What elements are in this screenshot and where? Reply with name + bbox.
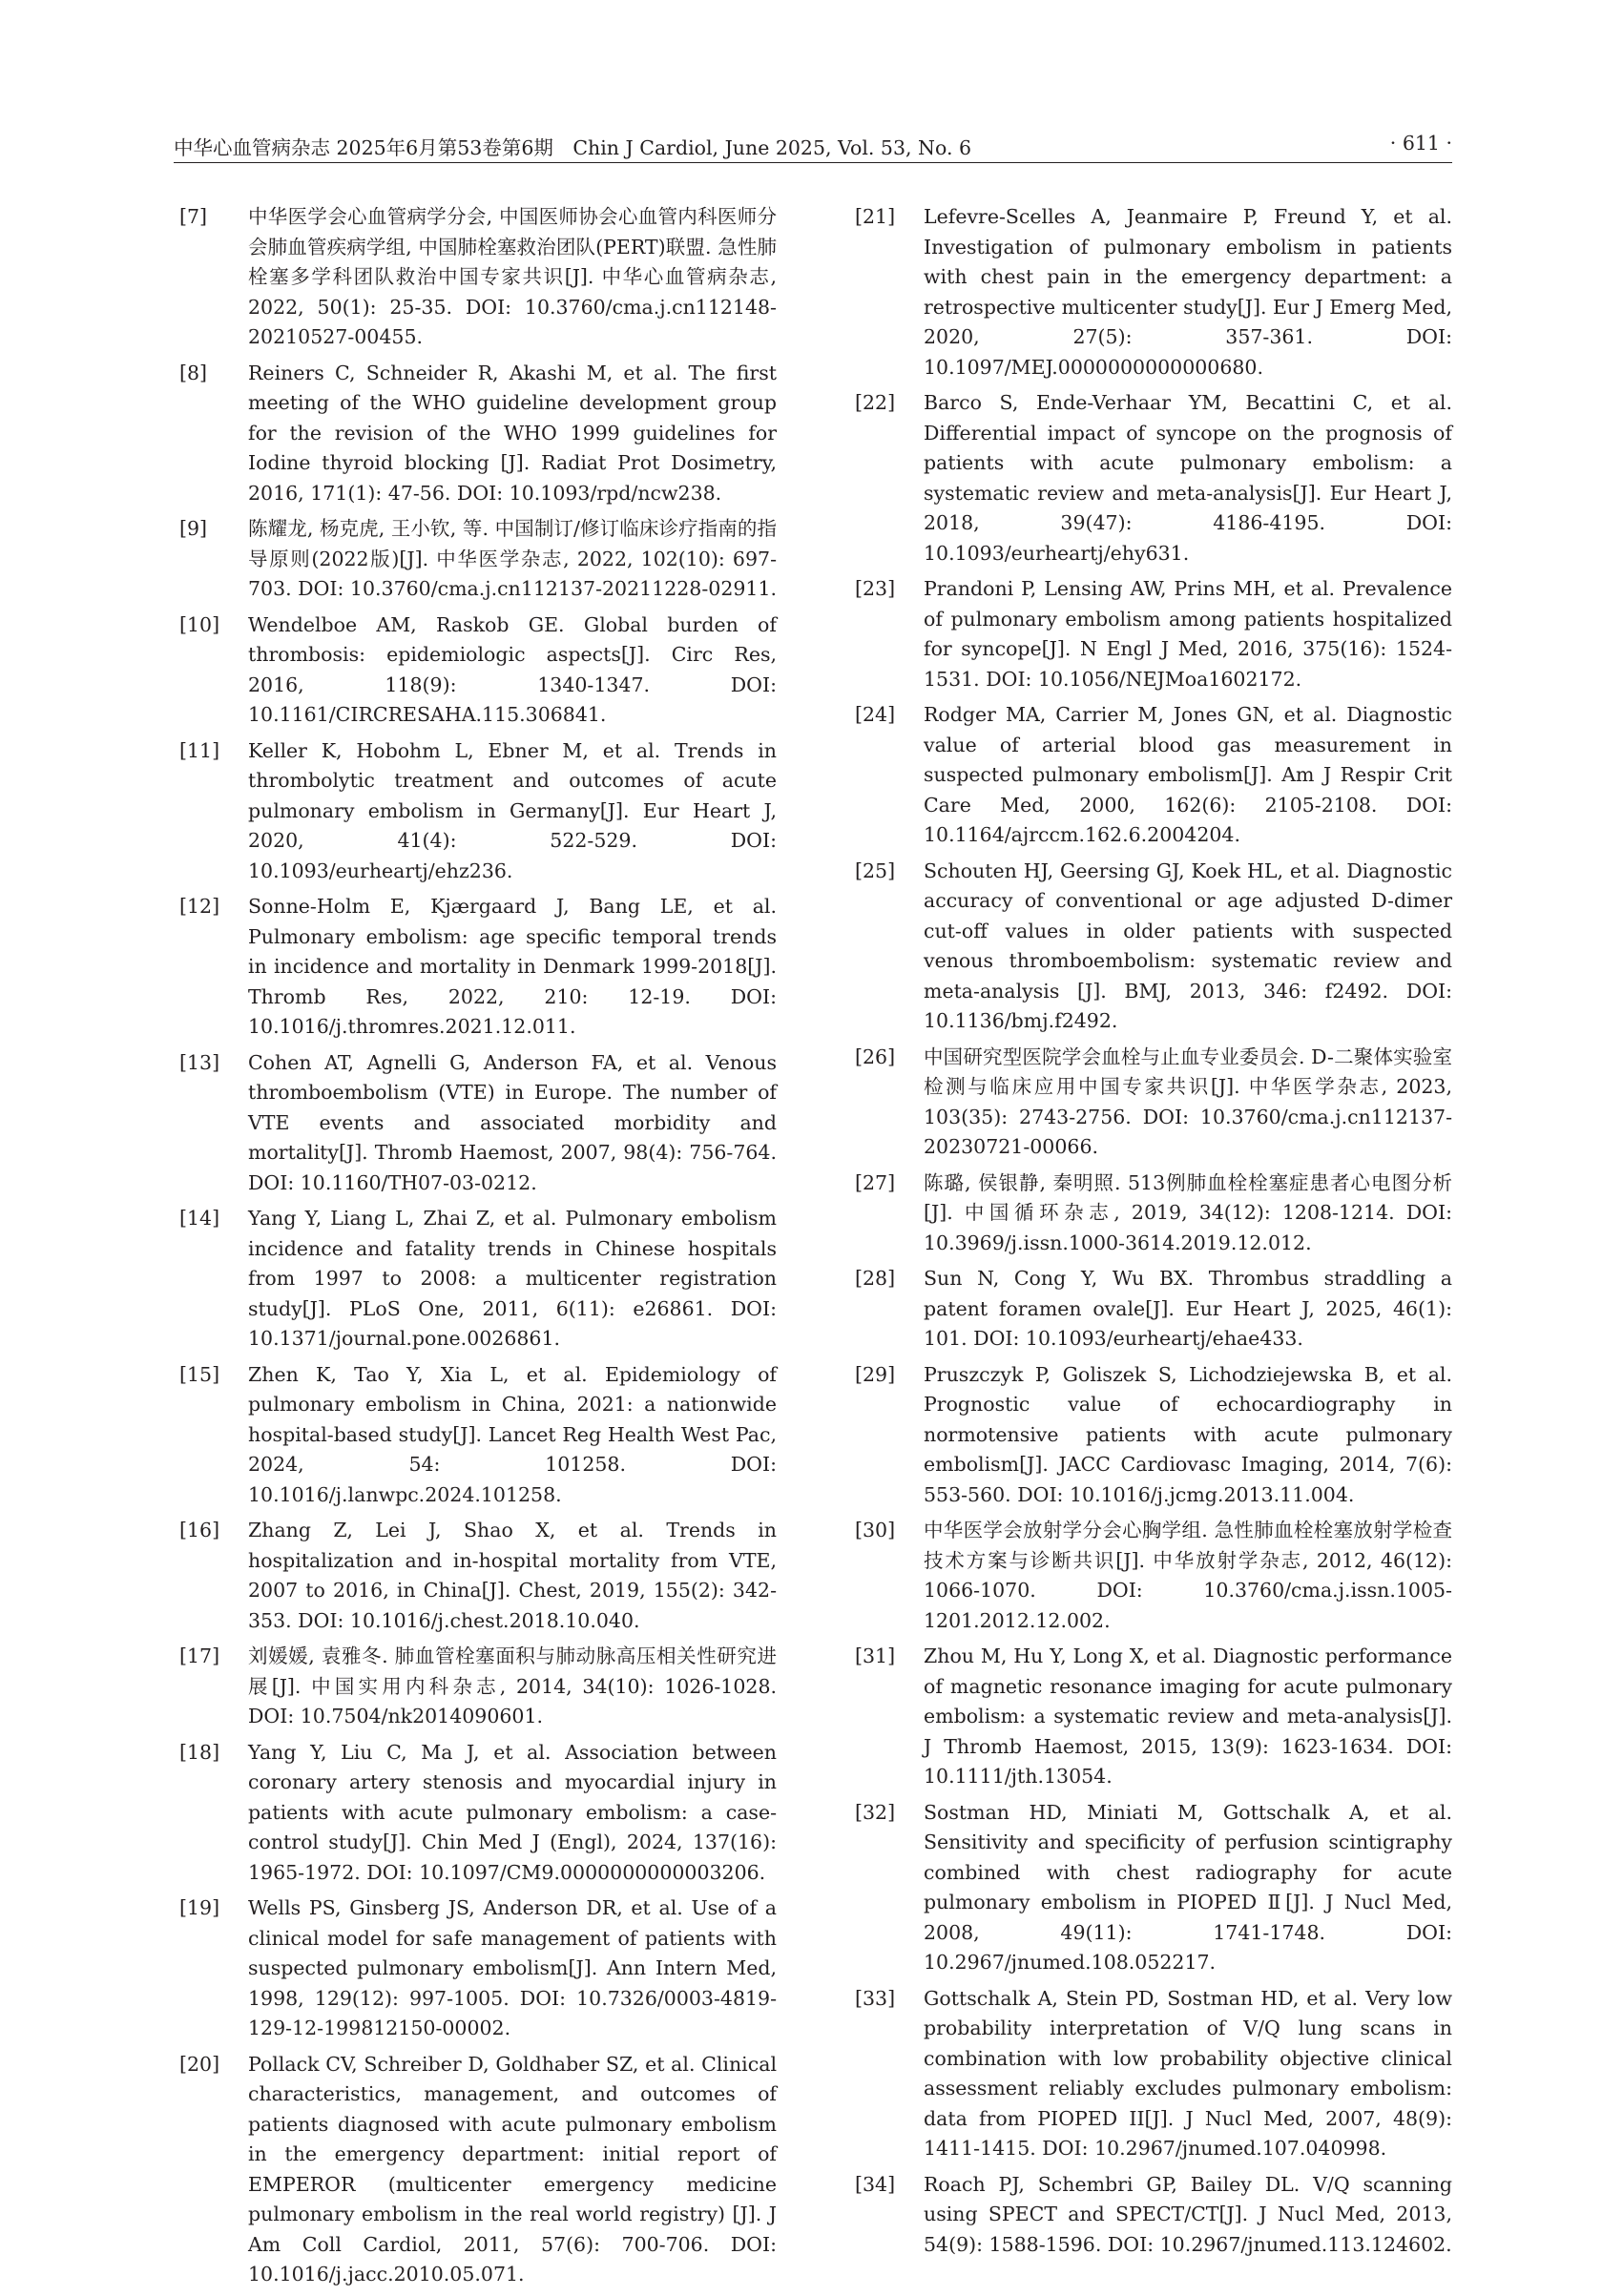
reference-item	[849, 574, 1452, 694]
header-rule	[174, 162, 1452, 163]
reference-number: [17]	[179, 1644, 220, 1667]
page-number: · 611 ·	[1389, 132, 1452, 155]
reference-number: [23]	[855, 577, 896, 600]
reference-text: Zhen K, Tao Y, Xia L, et al. Epidemiology of pulmonary embolism in China, 2021: a nationwide hospital-based study[J]. Lancet Reg Health West Pac, 2024, 54: 101258. DOI: 10.1016/j.lanwpc.2024.101258.	[248, 1362, 777, 1506]
reference-text: Reiners C, Schneider R, Akashi M, et al. The first meeting of the WHO guideline development group for the revision of the WHO 1999 guidelines for Iodine thyroid blocking [J]. Radiat Prot Dosimetry, 2016, 171(1): 47-56. DOI: 10.1093/rpd/ncw238.	[248, 361, 777, 505]
reference-number: [33]	[855, 1986, 896, 2010]
reference-text: 刘媛媛, 袁雅冬. 肺血管栓塞面积与肺动脉高压相关性研究进展[J]. 中国实用内科杂志, 2014, 34(10): 1026-1028. DOI: 10.7504/nk2014090601.	[248, 1644, 777, 1727]
reference-item	[174, 736, 777, 887]
reference-number: [28]	[855, 1267, 896, 1290]
reference-item	[849, 857, 1452, 1037]
reference-text: Cohen AT, Agnelli G, Anderson FA, et al. Venous thromboembolism (VTE) in Europe. The number of VTE events and associated morbidity and mortality[J]. Thromb Haemost, 2007, 98(4): 756-764. DOI: 10.1160/TH07-03-0212.	[248, 1050, 777, 1194]
reference-number: [10]	[179, 612, 220, 636]
reference-number: [25]	[855, 858, 896, 882]
reference-item	[174, 514, 777, 605]
reference-number: [14]	[179, 1207, 220, 1230]
reference-text: 陈耀龙, 杨克虎, 王小钦, 等. 中国制订/修订临床诊疗指南的指导原则(2022版)[J]. 中华医学杂志, 2022, 102(10): 697-703. DOI: 10.3760/cma.j.cn112137-20211228-02911.	[248, 517, 778, 600]
reference-number: [24]	[855, 703, 896, 726]
reference-number: [27]	[855, 1170, 896, 1194]
reference-text: Rodger MA, Carrier M, Jones GN, et al. Diagnostic value of arterial blood gas measurement in suspected pulmonary embolism[J]. Am J Respir Crit Care Med, 2000, 162(6): 2105-2108. DOI: 10.1164/ajrccm.162.6.2004204.	[924, 703, 1452, 846]
reference-item	[174, 2050, 777, 2290]
reference-item	[174, 1048, 777, 1199]
reference-text: Prandoni P, Lensing AW, Prins MH, et al. Prevalence of pulmonary embolism among patients hospitalized for syncope[J]. N Engl J Med, 2016, 375(16): 1524-1531. DOI: 10.1056/NEJMoa1602172.	[924, 577, 1452, 691]
reference-text: Sun N, Cong Y, Wu BX. Thrombus straddling a patent foramen ovale[J]. Eur Heart J, 2025, 46(1): 101. DOI: 10.1093/eurheartj/ehae433.	[924, 1267, 1452, 1350]
journal-citation-line: 中华心血管病杂志 2025年6月第53卷第6期 Chin J Cardiol, June 2025, Vol. 53, No. 6	[174, 136, 972, 159]
reference-item	[849, 1360, 1452, 1511]
reference-text: Pollack CV, Schreiber D, Goldhaber SZ, et al. Clinical characteristics, management, and outcomes of patients diagnosed with acute pulmonary embolism in the emergency department: initial report of EMPEROR (multicenter emergency medicine pulmonary embolism in the real world registry) [J]. J Am Coll Cardiol, 2011, 57(6): 700-706. DOI: 10.1016/j.jacc.2010.05.071.	[248, 2052, 777, 2286]
reference-item	[849, 1169, 1452, 1259]
reference-number: [30]	[855, 1519, 896, 1541]
reference-text: Keller K, Hobohm L, Ebner M, et al. Trends in thrombolytic treatment and outcomes of acute pulmonary embolism in Germany[J]. Eur Heart J, 2020, 41(4): 522-529. DOI: 10.1093/eurheartj/ehz236.	[248, 738, 777, 882]
reference-text: Zhou M, Hu Y, Long X, et al. Diagnostic performance of magnetic resonance imaging for acute pulmonary embolism: a systematic review and meta-analysis[J]. J Thromb Haemost, 2015, 13(9): 1623-1634. DOI: 10.1111/jth.13054.	[924, 1644, 1452, 1788]
running-header	[174, 132, 1452, 160]
reference-number: [16]	[179, 1519, 220, 1541]
reference-item	[849, 700, 1452, 851]
reference-text: Wells PS, Ginsberg JS, Anderson DR, et al. Use of a clinical model for safe management of patients with suspected pulmonary embolism[J]. Ann Intern Med, 1998, 129(12): 997-1005. DOI: 10.7326/0003-4819-129-12-199812150-00002.	[248, 1896, 777, 2039]
reference-item	[174, 1642, 777, 1732]
reference-text: 中华医学会心血管病学分会, 中国医师协会心血管内科医师分会肺血管疾病学组, 中国肺栓塞救治团队(PERT)联盟. 急性肺栓塞多学科团队救治中国专家共识[J]. 中华心血管病杂志, 2022, 50(1): 25-35. DOI: 10.3760/cma.j.cn112148-20210527-00455.	[248, 205, 777, 348]
reference-number: [7]	[179, 205, 208, 228]
reference-text: Yang Y, Liang L, Zhai Z, et al. Pulmonary embolism incidence and fatality trends in Chinese hospitals from 1997 to 2008: a multicenter registration study[J]. PLoS One, 2011, 6(11): e26861. DOI: 10.1371/journal.pone.0026861.	[248, 1207, 777, 1350]
reference-text: Sostman HD, Miniati M, Gottschalk A, et al. Sensitivity and specificity of perfusion scintigraphy combined with chest radiography for acute pulmonary embolism in PIOPED Ⅱ[J]. J Nucl Med, 2008, 49(11): 1741-1748. DOI: 10.2967/jnumed.108.052217.	[924, 1800, 1452, 1974]
reference-text: Barco S, Ende-Verhaar YM, Becattini C, et al. Differential impact of syncope on the prognosis of patients with acute pulmonary embolism: a systematic review and meta-analysis[J]. Eur Heart J, 2018, 39(47): 4186-4195. DOI: 10.1093/eurheartj/ehy631.	[924, 391, 1452, 565]
reference-number: [22]	[855, 391, 896, 414]
reference-item	[174, 359, 777, 509]
reference-number: [15]	[179, 1362, 220, 1386]
reference-number: [26]	[855, 1045, 896, 1068]
reference-text: 陈璐, 侯银静, 秦明照. 513例肺血栓栓塞症患者心电图分析[J]. 中国循环杂志, 2019, 34(12): 1208-1214. DOI: 10.3969/j.issn.1000-3614.2019.12.012.	[924, 1170, 1452, 1254]
reference-item	[849, 1798, 1452, 1978]
reference-text: Pruszczyk P, Goliszek S, Lichodziejewska B, et al. Prognostic value of echocardiography in normotensive patients with acute pulmonary embolism[J]. JACC Cardiovasc Imaging, 2014, 7(6): 553-560. DOI: 10.1016/j.jcmg.2013.11.004.	[924, 1362, 1452, 1506]
reference-text: Zhang Z, Lei J, Shao X, et al. Trends in hospitalization and in-hospital mortality from VTE, 2007 to 2016, in China[J]. Chest, 2019, 155(2): 342-353. DOI: 10.1016/j.chest.2018.10.040.	[248, 1519, 777, 1632]
reference-item	[849, 2170, 1452, 2261]
reference-number: [12]	[179, 895, 220, 918]
reference-number: [32]	[855, 1800, 896, 1824]
reference-number: [19]	[179, 1896, 220, 1919]
reference-number: [11]	[179, 738, 220, 762]
reference-number: [31]	[855, 1644, 896, 1667]
reference-text: Schouten HJ, Geersing GJ, Koek HL, et al. Diagnostic accuracy of conventional or age adjusted D-dimer cut-off values in older patients with suspected venous thromboembolism: systematic review and meta-analysis [J]. BMJ, 2013, 346: f2492. DOI: 10.1136/bmj.f2492.	[924, 858, 1452, 1032]
reference-number: [20]	[179, 2052, 220, 2076]
reference-column-right	[849, 202, 1452, 2265]
reference-number: [29]	[855, 1362, 896, 1386]
reference-item	[174, 1516, 777, 1636]
reference-item	[174, 1738, 777, 1889]
reference-item	[174, 1893, 777, 2044]
reference-text: Lefevre-Scelles A, Jeanmaire P, Freund Y, et al. Investigation of pulmonary embolism in patients with chest pain in the emergency department: a retrospective multicenter study[J]. Eur J Emerg Med, 2020, 27(5): 357-361. DOI: 10.1097/MEJ.0000000000000680.	[924, 205, 1452, 379]
reference-number: [18]	[179, 1740, 220, 1764]
reference-item	[849, 1516, 1452, 1636]
reference-item	[174, 610, 777, 731]
reference-number: [9]	[179, 517, 208, 540]
reference-item	[849, 388, 1452, 569]
reference-item	[849, 1642, 1452, 1792]
reference-text: Gottschalk A, Stein PD, Sostman HD, et al. Very low probability interpretation of V/Q lung scans in combination with low probability objective clinical assessment reliably excludes pulmonary embolism: data from PIOPED II[J]. J Nucl Med, 2007, 48(9): 1411-1415. DOI: 10.2967/jnumed.107.040998.	[924, 1986, 1452, 2160]
reference-text: 中华医学会放射学分会心胸学组. 急性肺血栓栓塞放射学检查技术方案与诊断共识[J]. 中华放射学杂志, 2012, 46(12): 1066-1070. DOI: 10.3760/cma.j.issn.1005-1201.2012.12.002.	[924, 1519, 1452, 1632]
reference-text: Sonne-Holm E, Kjærgaard J, Bang LE, et al. Pulmonary embolism: age specific temporal trends in incidence and mortality in Denmark 1999-2018[J]. Thromb Res, 2022, 210: 12-19. DOI: 10.1016/j.thromres.2021.12.011.	[248, 895, 777, 1038]
reference-item	[174, 1204, 777, 1355]
reference-item	[174, 1360, 777, 1511]
reference-item	[174, 202, 777, 353]
reference-number: [13]	[179, 1050, 220, 1074]
reference-number: [34]	[855, 2172, 896, 2196]
reference-number: [8]	[179, 361, 208, 384]
reference-item	[849, 1043, 1452, 1163]
reference-text: Wendelboe AM, Raskob GE. Global burden of thrombosis: epidemiologic aspects[J]. Circ Res, 2016, 118(9): 1340-1347. DOI: 10.1161/CIRCRESAHA.115.306841.	[248, 612, 777, 726]
reference-item	[849, 1264, 1452, 1355]
reference-item	[174, 892, 777, 1043]
reference-item	[849, 202, 1452, 383]
reference-text: Roach PJ, Schembri GP, Bailey DL. V/Q scanning using SPECT and SPECT/CT[J]. J Nucl Med, 2013, 54(9): 1588-1596. DOI: 10.2967/jnumed.113.124602.	[924, 2172, 1452, 2256]
reference-number: [21]	[855, 205, 896, 228]
reference-item	[849, 1984, 1452, 2164]
reference-text: Yang Y, Liu C, Ma J, et al. Association between coronary artery stenosis and myocardial injury in patients with acute pulmonary embolism: a case-control study[J]. Chin Med J (Engl), 2024, 137(16): 1965-1972. DOI: 10.1097/CM9.0000000000003206.	[248, 1740, 777, 1884]
reference-column-left	[174, 202, 777, 2296]
reference-text: 中国研究型医院学会血栓与止血专业委员会. D-二聚体实验室检测与临床应用中国专家共识[J]. 中华医学杂志, 2023, 103(35): 2743-2756. DOI: 10.3760/cma.j.cn112137-20230721-00066.	[924, 1045, 1452, 1158]
